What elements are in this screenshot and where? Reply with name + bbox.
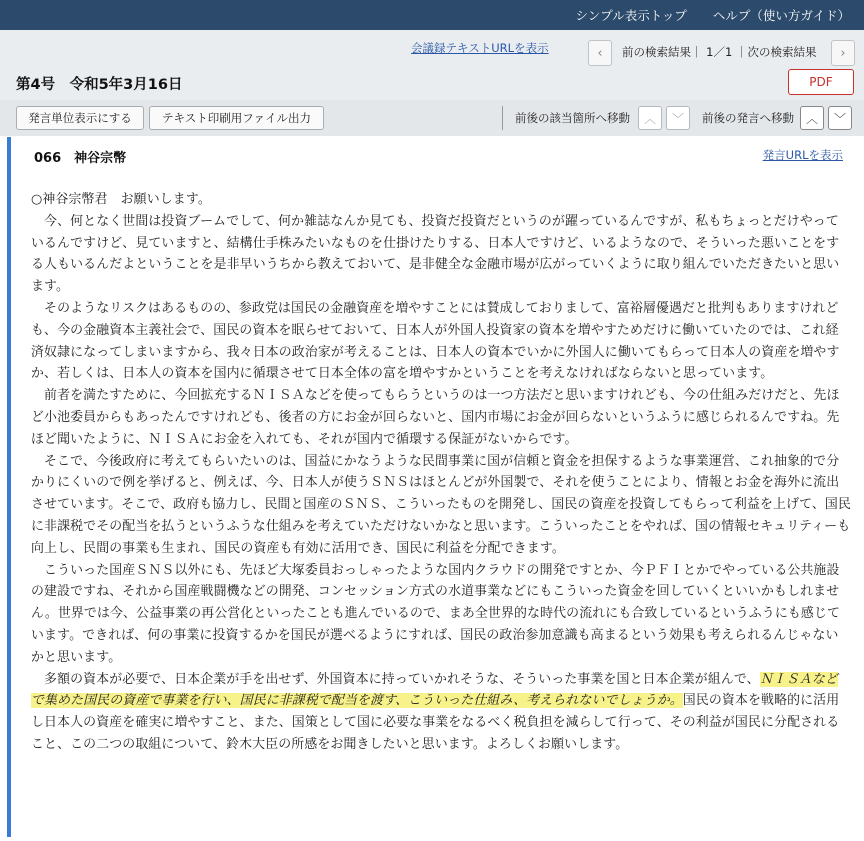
search-result-nav[interactable]: 前の検索結果｜ 1／1 ｜次の検索結果 [622,45,817,59]
pdf-button[interactable]: PDF [788,69,854,95]
speech-down-button[interactable]: ﹀ [828,106,852,130]
page-title: 第4号 令和5年3月16日 [16,77,183,93]
speech-paragraph: そこで、今後政府に考えてもらいたいのは、国益にかなうような民間事業に国が信頼と資金を担保するような事業運営、これ抽象的で分かりにくいので例を挙げると、例えば、今、日本人が使うＳＮＳはほとんどが外国製で、それを使うことにより、情報とお金を海外に流出させています。そこで、政府も協力し、民間と国産のＳＮＳ、こういったものを開発し、国民の資産を投資してもらって利益を上げて、国民に非課税でその配当を払うというふうな仕組みを考えていただけないかなと思います。こういったことをやれば、国の情報セキュリティーも向上し、民間の事業も生まれ、国民の資産も有効に活用でき、国民に利益を分配できます。 [31,453,852,556]
speech-up-button[interactable]: ︿ [800,106,824,130]
nearby-hits-label: 前後の該当箇所へ移動 [515,111,630,125]
highlighted-text: ＮＩＳＡなどで集めた国民の資産で事業を行い、国民に非課税で配当を渡す、こういった仕組み、考えられないでしょうか。 [31,671,838,709]
speech-paragraph: 前者を満たすために、今回拡充するＮＩＳＡなどを使ってもらうというのは一つ方法だと思いますけれども、今の仕組みだけだと、先ほど小池委員からもあったんですけれども、後者の方にお金が回らないと、国内市場にお金が回らないというふうに感じられるんですね。先ほど聞いたように、ＮＩＳＡにお金を入れても、それが国内で循環する保証がないからです。 [31,388,840,447]
speech-paragraph: そのようなリスクはあるものの、参政党は国民の金融資産を増やすことには賛成しておりまして、富裕層優遇だと批判もありますけれども、今の金融資本主義社会で、国民の資本を眠らせておいて、日本人が外国人投資家の資本を増やすためだけに働いていたのでは、これ経済奴隷になってしまいますから、我々日本の政治家が考えることは、日本人の資本でいかに外国人に働いてもらって日本人の資産を増やすか、若しくは、日本人の資本を国内に循環させて日本全体の富を増やすかということを考えなければならないと思っています。 [31,300,840,382]
speech-body [31,189,851,756]
header [0,30,864,100]
speech-paragraph-final [31,669,851,756]
text-url-link[interactable]: 会議録テキストURLを表示 [411,41,549,55]
speech-panel [7,137,856,837]
hit-up-button[interactable]: ︿ [638,106,662,130]
speech-paragraph: こういった国産ＳＮＳ以外にも、先ほど大塚委員おっしゃったような国内クラウドの開発ですとか、今ＰＦＩとかでやっている公共施設の建設ですね、それから国産戦闘機などの開発、コンセッション方式の水道事業などにもこういった資金を回していくといいかもしれません。世界では今、公益事業の再公営化といったことも進んでいるので、まあ全世界的な時代の流れにも合致しているというふうにも感じています。できれば、何の事業に投資するかを国民が選べるようにすれば、国民の政治参加意識も高まるという効果も考えられるんじゃないかと思います。 [31,562,841,665]
speech-url-link[interactable]: 発言URLを表示 [762,148,843,162]
help-link[interactable]: ヘルプ（使い方ガイド） [712,8,850,23]
nearby-speech-label: 前後の発言へ移動 [702,111,794,125]
top-nav-bar [0,0,864,30]
speech-text: 国民の資本を戦略的に活用し日本人の資産を確実に増やすこと、また、国策として国に必要な事業をなるべく税負担を減らして行って、その利益が国民に分配されること、この二つの取組について、鈴木大臣の所感をお聞きしたいと思います。よろしくお願いします。 [31,693,840,752]
speech-paragraph: ○神谷宗幣君 お願いします。 [31,192,211,207]
speech-text: 多額の資本が必要で、日本企業が手を出せず、外国資本に持っていかれそうな、そういった事業を国と日本企業が組んで、 [31,671,760,687]
simple-top-link[interactable]: シンプル表示トップ [575,8,687,23]
prev-result-button[interactable]: ‹ [588,40,612,66]
text-print-button[interactable]: テキスト印刷用ファイル出力 [149,106,324,130]
hit-down-button[interactable]: ﹀ [666,106,690,130]
unit-display-button[interactable]: 発言単位表示にする [16,106,144,130]
toolbar-divider [502,106,503,130]
speaker-name: 066 神谷宗幣 [34,151,127,166]
next-result-button[interactable]: › [831,40,855,66]
toolbar [0,100,864,136]
speech-paragraph: 今、何となく世間は投資ブームでして、何か雑誌なんか見ても、投資だ投資だというのが躍っているんですが、私もちょっとだけやっているんですけど、見ていますと、結構仕手株みたいなものを仕掛けたりする、日本人ですけど、いるようなので、そういった悪いことをする人もいるんだよということを是非早いうちから教えておいて、是非健全な金融市場が広がっていくように取り組んでいただきたいと思います。 [31,213,840,295]
